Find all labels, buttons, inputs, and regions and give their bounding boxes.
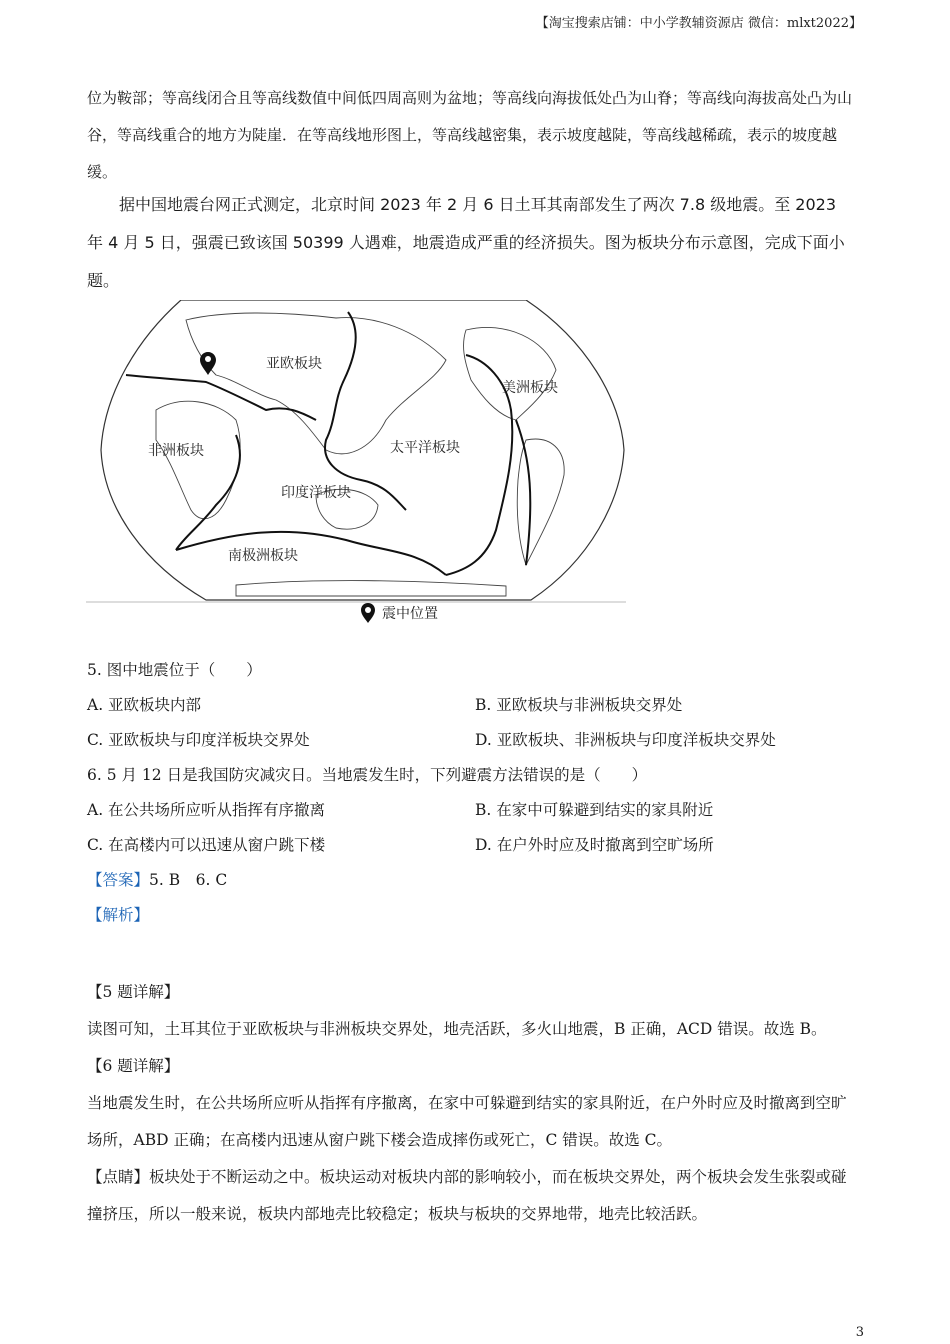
q5-option-b: B. 亚欧板块与非洲板块交界处 bbox=[475, 696, 683, 714]
q6-stem: 6. 5 月 12 日是我国防灾减灾日。当地震发生时，下列避震方法错误的是（ ） bbox=[87, 766, 648, 784]
q6-option-a: A. 在公共场所应听从指挥有序撤离 bbox=[87, 801, 326, 819]
tip-paragraph bbox=[87, 1159, 857, 1233]
detail6-text: 当地震发生时，在公共场所应听从指挥有序撤离，在家中可躲避到结实的家具附近，在户外时应及时撤离到空旷场所，ABD 正确；在高楼内迅速从窗户跳下楼会造成摔伤或死亡，C 错误。故选 C。 bbox=[87, 1094, 847, 1149]
label-eurasian-plate: 亚欧板块 bbox=[266, 356, 322, 372]
earthquake-background-paragraph: 据中国地震台网正式测定，北京时间 2023 年 2 月 6 日土耳其南部发生了两次 7.8 级地震。至 2023 年 4 月 5 日，强震已致该国 50399 人遇难，地震造成严重的经济损失。图为板块分布示意图，完成下面小题。 bbox=[87, 195, 845, 290]
q5-stem: 5. 图中地震位于（ ） bbox=[87, 661, 262, 679]
label-antarctic-plate: 南极洲板块 bbox=[228, 548, 298, 564]
answer-text: 5. B 6. C bbox=[149, 871, 228, 889]
label-african-plate: 非洲板块 bbox=[148, 443, 204, 459]
questions-section bbox=[87, 660, 857, 940]
q6-options-row2 bbox=[87, 835, 857, 870]
tip-text: 板块处于不断运动之中。板块运动对板块内部的影响较小，而在板块交界处，两个板块会发生张裂或碰撞挤压，所以一般来说，板块内部地壳比较稳定；板块与板块的交界地带，地壳比较活跃。 bbox=[87, 1168, 847, 1223]
detail6-title: 【6 题详解】 bbox=[87, 1057, 180, 1075]
q5-option-d: D. 亚欧板块、非洲板块与印度洋板块交界处 bbox=[475, 731, 776, 749]
analysis-section bbox=[87, 974, 857, 1233]
map-legend bbox=[360, 602, 438, 624]
q5-options-row1 bbox=[87, 695, 857, 730]
intro-paragraph: 位为鞍部；等高线闭合且等高线数值中间低四周高则为盆地；等高线向海拔低处凸为山脊；等高线向海拔高处凸为山谷，等高线重合的地方为陡崖．在等高线地形图上，等高线越密集，表示坡度越陡，等高线越稀疏，表示的坡度越缓。 bbox=[87, 89, 853, 181]
analysis-line bbox=[87, 905, 857, 940]
page-number: 3 bbox=[855, 1325, 864, 1340]
answer-line bbox=[87, 870, 857, 905]
q5-option-a: A. 亚欧板块内部 bbox=[87, 696, 202, 714]
q5-options-row2 bbox=[87, 730, 857, 765]
q6-option-d: D. 在户外时应及时撤离到空旷场所 bbox=[475, 836, 714, 854]
plate-map-figure bbox=[86, 300, 626, 630]
tip-tag: 【点睛】 bbox=[87, 1168, 150, 1186]
legend-label: 震中位置 bbox=[382, 606, 438, 622]
detail5-title: 【5 题详解】 bbox=[87, 983, 180, 1001]
label-indian-plate: 印度洋板块 bbox=[281, 485, 351, 501]
location-pin-icon bbox=[360, 602, 376, 624]
label-pacific-plate: 太平洋板块 bbox=[390, 440, 460, 456]
q6-options-row1 bbox=[87, 800, 857, 835]
q6-option-b: B. 在家中可躲避到结实的家具附近 bbox=[475, 801, 714, 819]
plate-map bbox=[86, 300, 626, 630]
label-american-plate: 美洲板块 bbox=[502, 380, 558, 396]
answer-tag: 【答案】 bbox=[87, 871, 150, 889]
analysis-tag: 【解析】 bbox=[87, 906, 150, 924]
q5-option-c: C. 亚欧板块与印度洋板块交界处 bbox=[87, 731, 310, 749]
q6-option-c: C. 在高楼内可以迅速从窗户跳下楼 bbox=[87, 836, 326, 854]
detail5-text: 读图可知，土耳其位于亚欧板块与非洲板块交界处，地壳活跃，多火山地震，B 正确，ACD 错误。故选 B。 bbox=[87, 1020, 827, 1038]
header-note: 【淘宝搜索店铺：中小学教辅资源店 微信：mlxt2022】 bbox=[535, 16, 862, 31]
